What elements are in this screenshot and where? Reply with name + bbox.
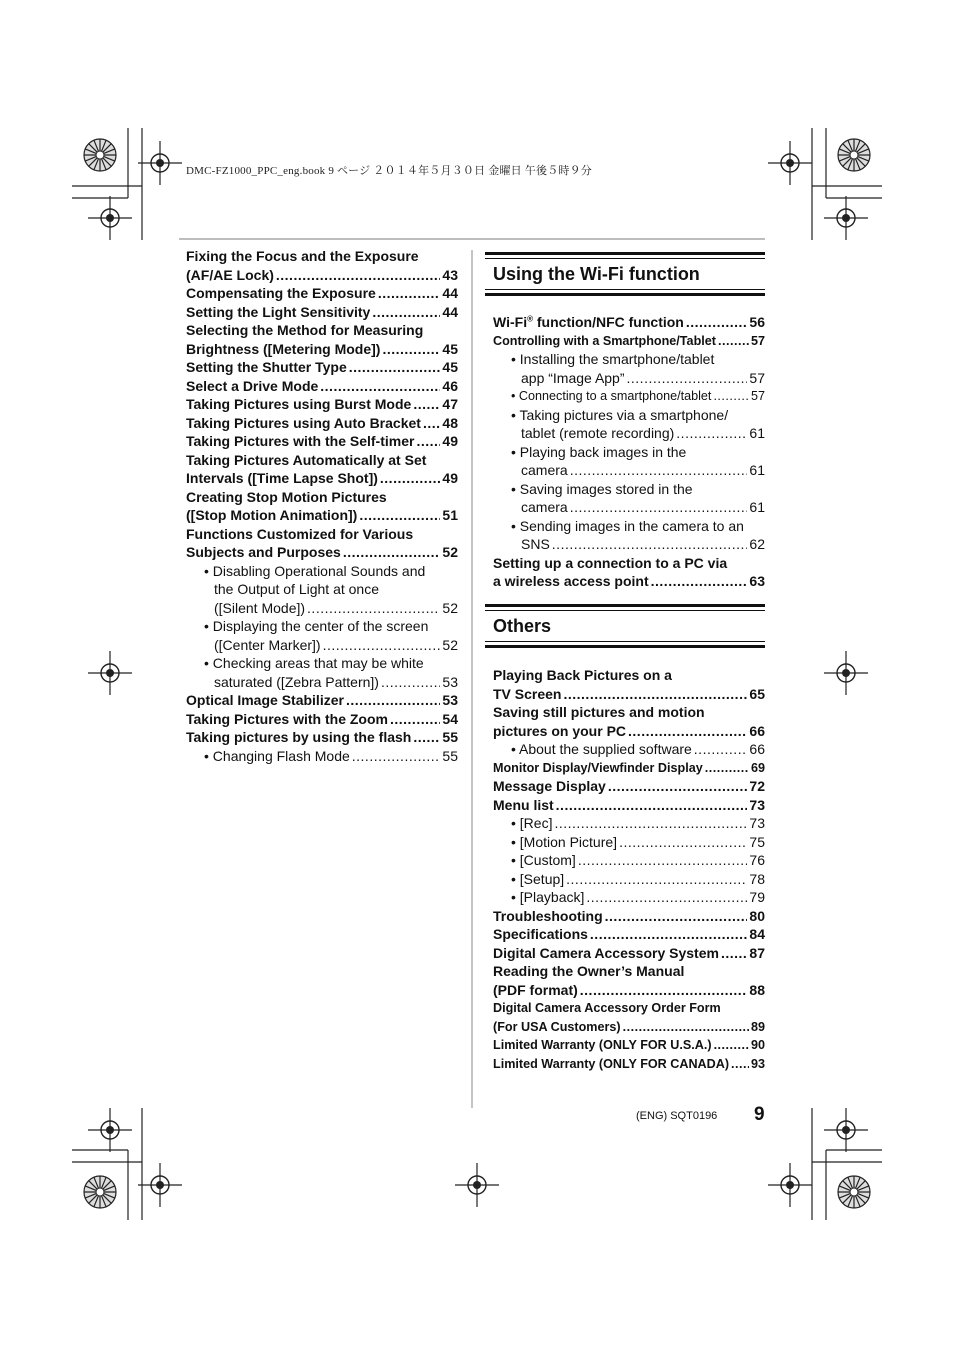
toc-entry-text: Compensating the Exposure xyxy=(186,285,376,301)
toc-entry-text: • Installing the smartphone/tablet xyxy=(511,351,715,367)
toc-entry[interactable] xyxy=(493,740,765,759)
toc-entry-text: SNS xyxy=(521,536,550,552)
dot-leader xyxy=(586,888,747,907)
toc-entry-text: Digital Camera Accessory System xyxy=(493,944,719,961)
toc-entry[interactable] xyxy=(493,332,765,351)
dot-leader xyxy=(349,358,441,377)
dot-leader xyxy=(563,685,747,704)
dot-leader xyxy=(714,1036,749,1055)
toc-page-number: 49 xyxy=(442,470,458,486)
toc-entry-text: ([Silent Mode]) xyxy=(214,599,306,616)
toc-entry[interactable] xyxy=(493,796,765,815)
toc-page-number: 72 xyxy=(749,778,765,794)
toc-entry[interactable] xyxy=(186,488,458,525)
toc-entry[interactable] xyxy=(186,728,458,747)
toc-page-number: 69 xyxy=(750,760,765,775)
page-number: 9 xyxy=(754,1104,765,1125)
dot-leader xyxy=(580,981,748,1000)
dot-leader xyxy=(554,814,747,833)
toc-entry[interactable] xyxy=(493,554,765,591)
toc-entry-text: pictures on your PC xyxy=(493,722,627,739)
toc-entry-text: • [Custom] xyxy=(511,852,576,868)
toc-entry[interactable] xyxy=(493,814,765,833)
dot-leader xyxy=(570,498,748,517)
toc-entry-text: saturated ([Zebra Pattern]) xyxy=(214,673,379,690)
toc-page-number: 65 xyxy=(749,685,765,702)
toc-entry[interactable] xyxy=(493,888,765,907)
toc-entry-text: • [Playback] xyxy=(511,889,585,905)
toc-entry-text: • Taking pictures via a smartphone/ xyxy=(511,406,729,423)
toc-entry-text: Creating Stop Motion Pictures xyxy=(186,488,387,505)
toc-entry-text: • Displaying the center of the screen xyxy=(204,618,429,634)
toc-entry-text: • Sending images in the camera to an xyxy=(511,517,744,534)
toc-page-number: 88 xyxy=(749,981,765,998)
dot-leader xyxy=(619,833,747,852)
section-title: Using the Wi-Fi function xyxy=(493,264,700,284)
toc-entry[interactable] xyxy=(493,387,765,406)
toc-page-number: 54 xyxy=(442,710,458,727)
toc-wifi-entries xyxy=(493,313,765,591)
toc-entry[interactable] xyxy=(186,747,458,766)
toc-entry-text: Taking pictures by using the flash xyxy=(186,729,412,745)
dot-leader xyxy=(605,907,748,926)
dot-leader xyxy=(380,469,441,488)
toc-entry-text: Brightness ([Metering Mode]) xyxy=(186,340,381,357)
toc-entry[interactable] xyxy=(493,313,765,332)
toc-page-number: 43 xyxy=(442,266,458,283)
dot-leader xyxy=(570,461,748,480)
toc-page-number: 57 xyxy=(750,333,765,348)
toc-entry[interactable] xyxy=(186,377,458,396)
toc-page-number: 45 xyxy=(442,340,458,357)
toc-entry[interactable] xyxy=(186,654,458,691)
toc-page-number: 55 xyxy=(442,729,458,745)
toc-left-column xyxy=(186,247,458,765)
toc-entry-text: Wi-Fi® function/NFC function xyxy=(493,314,684,330)
toc-entry[interactable] xyxy=(493,870,765,889)
toc-page-number: 52 xyxy=(442,599,458,616)
dot-leader xyxy=(346,691,440,710)
toc-entry[interactable] xyxy=(493,759,765,778)
dot-leader xyxy=(718,332,749,351)
dot-leader xyxy=(390,710,440,729)
toc-entry-text: Menu list xyxy=(493,796,554,813)
toc-entry-text: Subjects and Purposes xyxy=(186,544,341,560)
toc-entry[interactable] xyxy=(186,414,458,433)
toc-page-number: 44 xyxy=(442,303,458,320)
toc-entry-text: camera xyxy=(521,499,568,515)
toc-entry-text: tablet (remote recording) xyxy=(521,425,675,441)
toc-entry[interactable] xyxy=(186,562,458,618)
toc-entry-text: Select a Drive Mode xyxy=(186,377,319,394)
document-reference: (ENG) SQT0196 xyxy=(636,1110,718,1122)
toc-entry[interactable] xyxy=(493,907,765,926)
dot-leader xyxy=(608,777,748,796)
dot-leader xyxy=(552,535,748,554)
dot-leader xyxy=(323,636,441,655)
toc-entry[interactable] xyxy=(186,358,458,377)
toc-entry[interactable] xyxy=(186,691,458,710)
toc-entry[interactable] xyxy=(186,395,458,414)
dot-leader xyxy=(628,722,747,741)
toc-entry-text: Setting the Shutter Type xyxy=(186,359,347,375)
toc-page-number: 80 xyxy=(749,907,765,924)
toc-entry-text: Saving still pictures and motion xyxy=(493,704,705,720)
toc-entry-text: (For USA Customers) xyxy=(493,1019,621,1034)
toc-page-number: 75 xyxy=(749,833,765,850)
toc-entry[interactable] xyxy=(493,703,765,740)
dot-leader xyxy=(686,313,748,332)
toc-entry-text: Digital Camera Accessory Order Form xyxy=(493,1001,721,1015)
section-title: Others xyxy=(493,616,552,636)
toc-page-number: 55 xyxy=(442,747,458,764)
toc-entry[interactable] xyxy=(186,617,458,654)
toc-entry-text: Setting up a connection to a PC via xyxy=(493,554,728,571)
toc-entry-text: ([Center Marker]) xyxy=(214,636,321,653)
toc-entry-text: • Saving images stored in the xyxy=(511,480,693,497)
toc-entry-text: Taking Pictures using Auto Bracket xyxy=(186,414,421,431)
toc-page-number: 66 xyxy=(749,722,765,739)
toc-entry-text: the Output of Light at once xyxy=(214,581,380,597)
toc-entry-text: Setting the Light Sensitivity xyxy=(186,303,371,320)
column-separator xyxy=(471,250,473,1108)
toc-page-number: 66 xyxy=(749,741,765,757)
toc-entry-text: (AF/AE Lock) xyxy=(186,266,274,283)
dot-leader xyxy=(352,747,441,766)
toc-entry-text: Taking Pictures Automatically at Set xyxy=(186,451,427,468)
toc-entry-text: a wireless access point xyxy=(493,573,649,589)
toc-entry-text: • Disabling Operational Sounds and xyxy=(204,562,426,579)
toc-entry-text: • [Motion Picture] xyxy=(511,833,618,850)
toc-entry-text: Specifications xyxy=(493,926,588,942)
toc-page-number: 53 xyxy=(442,692,458,708)
toc-page-number: 57 xyxy=(750,389,765,403)
toc-entry-text: • Connecting to a smartphone/tablet xyxy=(511,389,712,403)
toc-page-number: 44 xyxy=(442,285,458,301)
toc-entry[interactable] xyxy=(493,480,765,517)
toc-page-number: 73 xyxy=(749,815,765,831)
toc-page-number: 84 xyxy=(749,926,765,942)
dot-leader xyxy=(413,728,440,747)
toc-entry[interactable] xyxy=(186,451,458,488)
dot-leader xyxy=(627,369,748,388)
toc-page-number: 79 xyxy=(749,889,765,905)
toc-entry-text: Intervals ([Time Lapse Shot]) xyxy=(186,470,378,486)
toc-page-number: 78 xyxy=(749,870,765,887)
toc-entry-text: app “Image App” xyxy=(521,369,625,386)
dot-leader xyxy=(413,395,440,414)
toc-entry[interactable] xyxy=(493,666,765,703)
toc-page-number: 63 xyxy=(749,573,765,589)
toc-entry[interactable] xyxy=(493,851,765,870)
dot-leader xyxy=(307,599,440,618)
toc-entry[interactable] xyxy=(186,321,458,358)
dot-leader xyxy=(378,284,441,303)
toc-entry-text: Taking Pictures with the Zoom xyxy=(186,710,388,727)
toc-entry[interactable] xyxy=(493,777,765,796)
dot-leader xyxy=(566,870,747,889)
toc-entry[interactable] xyxy=(186,284,458,303)
toc-entry[interactable] xyxy=(493,350,765,387)
toc-page-number: 51 xyxy=(442,507,458,523)
toc-entry[interactable] xyxy=(493,406,765,443)
toc-entry-text: • Playing back images in the xyxy=(511,443,687,460)
toc-entry-text: • Changing Flash Mode xyxy=(204,747,350,764)
print-header: DMC-FZ1000_PPC_eng.book 9 ページ ２０１４年５月３０日 金曜日 午後５時９分 xyxy=(186,165,592,177)
toc-entry[interactable] xyxy=(493,925,765,944)
toc-page-number: 93 xyxy=(750,1056,765,1071)
toc-entry[interactable] xyxy=(186,710,458,729)
toc-entry-text: • About the supplied software xyxy=(511,741,692,757)
toc-entry[interactable] xyxy=(493,443,765,480)
dot-leader xyxy=(731,1055,749,1074)
toc-page-number: 46 xyxy=(442,377,458,394)
toc-page-number: 89 xyxy=(750,1019,765,1034)
toc-entry-text: • [Rec] xyxy=(511,815,553,831)
dot-leader xyxy=(372,303,440,322)
page-top-rule xyxy=(179,238,765,240)
toc-page-number: 61 xyxy=(749,499,765,515)
toc-page-number: 47 xyxy=(442,396,458,412)
toc-entry-text: Taking Pictures with the Self-timer xyxy=(186,433,415,449)
toc-entry[interactable] xyxy=(493,944,765,963)
toc-entry[interactable] xyxy=(186,525,458,562)
toc-page-number: 45 xyxy=(442,359,458,375)
toc-entry-text: Optical Image Stabilizer xyxy=(186,692,344,708)
toc-entry[interactable] xyxy=(493,999,765,1036)
toc-entry[interactable] xyxy=(186,432,458,451)
toc-entry-text: Playing Back Pictures on a xyxy=(493,667,672,683)
dot-leader xyxy=(590,925,748,944)
dot-leader xyxy=(578,851,748,870)
dot-leader xyxy=(651,572,748,591)
toc-entry[interactable] xyxy=(186,303,458,322)
dot-leader xyxy=(713,387,749,406)
toc-page-number: 52 xyxy=(442,544,458,560)
toc-entry[interactable] xyxy=(493,1055,765,1074)
toc-entry-text: Functions Customized for Various xyxy=(186,525,414,542)
toc-page-number: 53 xyxy=(442,673,458,690)
dot-leader xyxy=(276,266,441,285)
toc-entry-text: Reading the Owner’s Manual xyxy=(493,963,685,979)
toc-entry-text: Troubleshooting xyxy=(493,907,603,924)
toc-page-number: 76 xyxy=(749,852,765,868)
toc-entry-text: Limited Warranty (ONLY FOR U.S.A.) xyxy=(493,1038,712,1052)
dot-leader xyxy=(705,759,749,778)
toc-page-number: 73 xyxy=(749,796,765,813)
toc-entry-text: Monitor Display/Viewfinder Display xyxy=(493,760,703,775)
toc-entry-text: Selecting the Method for Measuring xyxy=(186,322,424,338)
toc-entry[interactable] xyxy=(186,247,458,284)
section-header-others xyxy=(485,604,765,648)
toc-entry-text: • [Setup] xyxy=(511,870,565,887)
toc-entry-text: Fixing the Focus and the Exposure xyxy=(186,248,419,264)
toc-entry[interactable] xyxy=(493,1036,765,1055)
dot-leader xyxy=(721,944,747,963)
toc-page-number: 52 xyxy=(442,636,458,653)
dot-leader xyxy=(423,414,440,433)
toc-page-number: 90 xyxy=(750,1038,765,1052)
toc-entry-text: ([Stop Motion Animation]) xyxy=(186,507,358,523)
toc-entry[interactable] xyxy=(493,517,765,554)
dot-leader xyxy=(676,424,747,443)
dot-leader xyxy=(623,1018,749,1037)
toc-entry[interactable] xyxy=(493,833,765,852)
toc-page-number: 48 xyxy=(442,414,458,431)
dot-leader xyxy=(382,340,440,359)
dot-leader xyxy=(556,796,748,815)
dot-leader xyxy=(320,377,440,396)
toc-entry-text: TV Screen xyxy=(493,685,562,702)
toc-entry-text: camera xyxy=(521,462,568,478)
dot-leader xyxy=(343,543,441,562)
toc-entry-text: Message Display xyxy=(493,778,606,794)
toc-entry-text: Controlling with a Smartphone/Tablet xyxy=(493,333,716,348)
toc-entry-text: Taking Pictures using Burst Mode xyxy=(186,396,412,412)
toc-entry-text: (PDF format) xyxy=(493,981,578,998)
toc-entry-text: Limited Warranty (ONLY FOR CANADA) xyxy=(493,1056,730,1071)
toc-page-number: 61 xyxy=(749,425,765,441)
dot-leader xyxy=(359,506,440,525)
toc-page-number: 61 xyxy=(749,462,765,478)
section-header-wifi xyxy=(485,252,765,296)
dot-leader xyxy=(381,673,440,692)
toc-entry-text: • Checking areas that may be white xyxy=(204,655,424,671)
toc-page-number: 56 xyxy=(749,314,765,330)
dot-leader xyxy=(416,432,440,451)
toc-page-number: 87 xyxy=(749,944,765,961)
toc-others-entries xyxy=(493,666,765,1073)
toc-page-number: 49 xyxy=(442,433,458,449)
toc-entry[interactable] xyxy=(493,962,765,999)
dot-leader xyxy=(694,740,748,759)
toc-page-number: 57 xyxy=(749,369,765,386)
toc-page-number: 62 xyxy=(749,536,765,552)
